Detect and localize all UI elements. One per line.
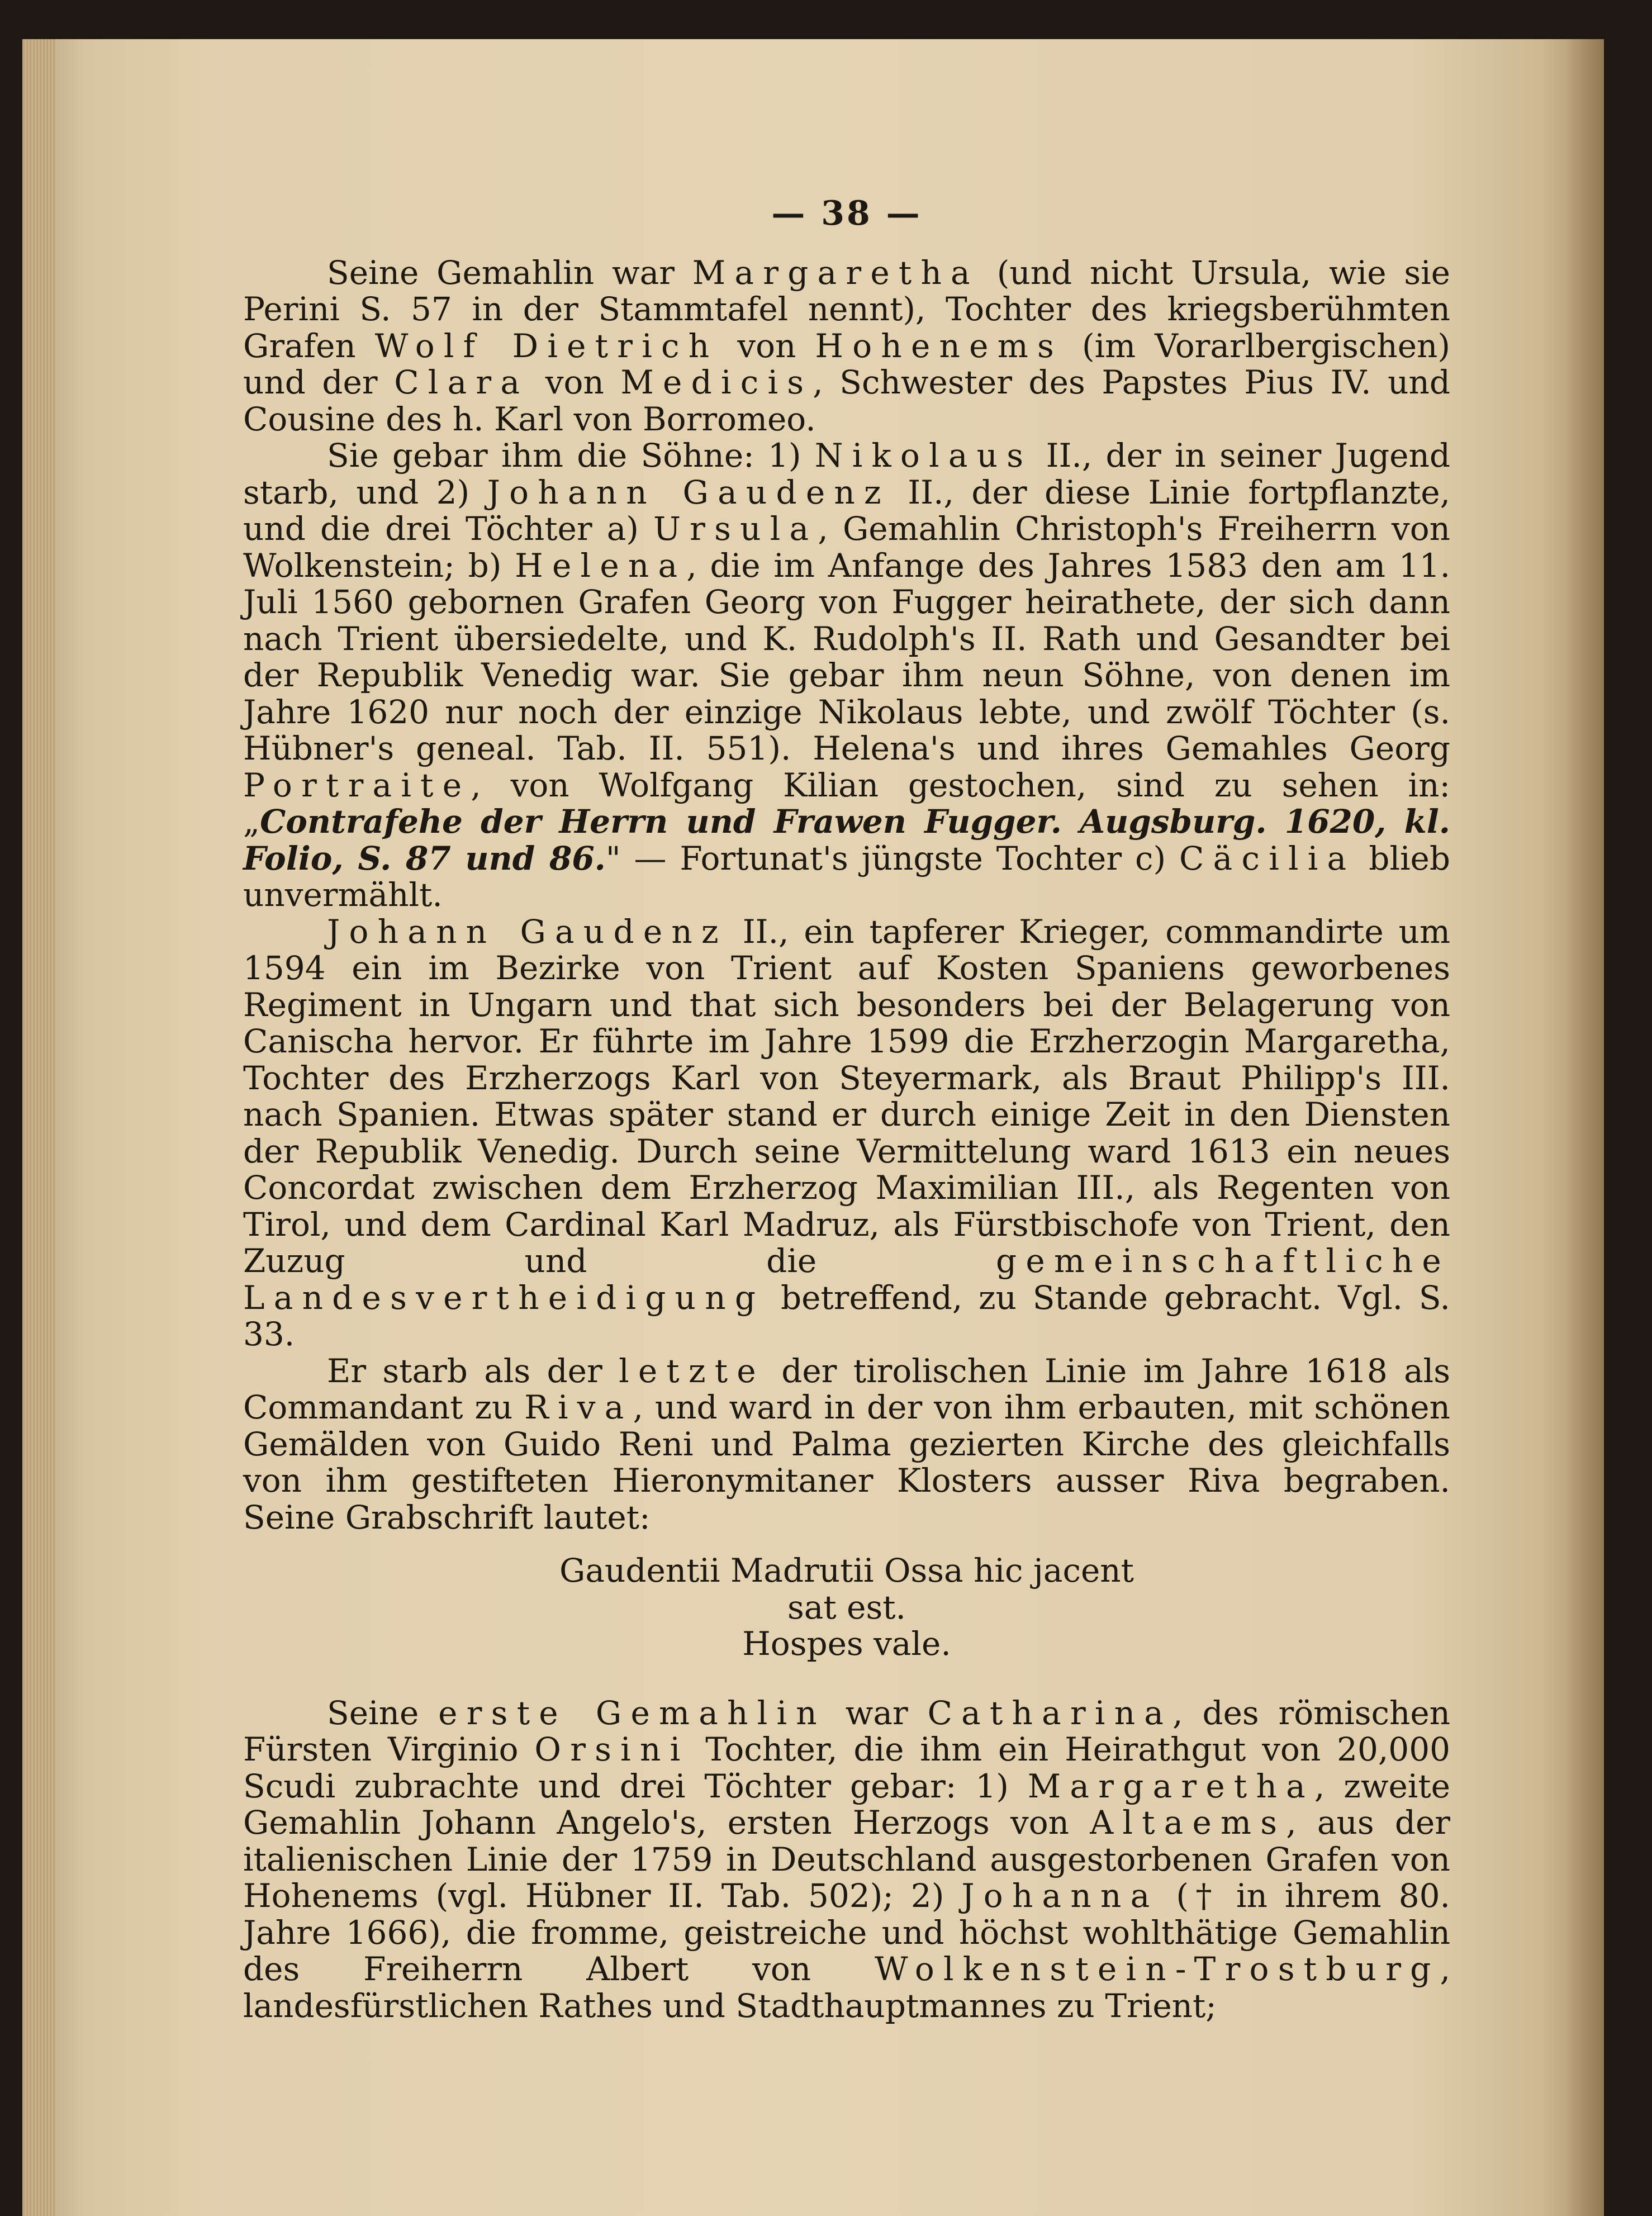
paragraph-1-run-9: Medicis	[620, 363, 813, 401]
paragraph-final-run-1: erste Gemahlin	[438, 1693, 826, 1732]
paragraph-1-run-1: Margaretha	[692, 253, 979, 292]
paragraph-4-run-4: , und ward in der von ihm erbauten, mit schönen Gemälden von Guido Reni und Palma gezierten Kirche des gleichfalls von ihm gestifteten Hieronymitaner Klosters ausser Riva begraben. Seine Grabschrift lautet:	[243, 1388, 1450, 1536]
paragraph-4	[243, 1353, 1450, 1536]
paragraph-2-run-2: II., der in seiner Jugend starb, und 2)	[243, 436, 1450, 511]
paragraph-2-run-10: , von Wolfgang Kilian gestochen, sind zu sehen in: „	[243, 766, 1450, 841]
paragraph-1-run-0: Seine Gemahlin war	[327, 253, 692, 292]
paragraph-final-run-3: Catharina	[927, 1693, 1173, 1732]
paragraph-final-run-12: († in ihrem 80. Jahre 1666), die fromme, geistreiche und höchst wohlthätige Gemahlin des Freiherrn Albert von	[243, 1877, 1450, 1988]
paragraph-final-run-5: Orsini	[534, 1730, 690, 1768]
paragraph-1-run-4: von	[718, 326, 815, 365]
paragraph-3	[243, 914, 1450, 1353]
paragraph-4-run-0: Er starb als der	[327, 1351, 619, 1390]
paragraph-2-run-9: Portraite	[243, 766, 471, 804]
paragraph-final-run-13: Wolkenstein-Trostburg	[874, 1950, 1440, 1988]
page-right-edge	[1565, 39, 1604, 2216]
paragraph-final-run-9: Altaems	[1090, 1804, 1287, 1842]
paragraph-1-run-5: Hohenems	[815, 326, 1063, 365]
paragraph-3-run-2: gemeinschaftliche Landesvertheidigung	[243, 1242, 1450, 1317]
paragraph-final-run-14: , landesfürstlichen Rathes und Stadthauptmannes zu Trient;	[243, 1950, 1450, 2025]
page-number: — 38 —	[771, 194, 922, 233]
epitaph	[243, 1553, 1450, 1663]
paragraph-4-run-1: letzte	[619, 1351, 765, 1390]
paragraph-final-run-8: , zweite Gemahlin Johann Angelo's, ersten Herzogs von	[243, 1767, 1450, 1842]
paragraph-final-run-4: , des römischen Fürsten Virginio	[243, 1693, 1450, 1768]
paragraph-2-run-3: Johann Gaudenz	[487, 473, 890, 511]
paragraph-2-run-0: Sie gebar ihm die Söhne: 1)	[327, 436, 815, 474]
paragraph-4-run-2: der tirolischen Linie im Jahre 1618 als Commandant zu	[243, 1351, 1450, 1426]
paragraph-final-run-7: Margaretha	[1027, 1767, 1314, 1805]
paragraph-2-run-1: Nikolaus	[814, 436, 1033, 474]
paragraph-2-run-4: II., der diese Linie fortpflanzte, und die drei Töchter a)	[243, 473, 1450, 548]
paragraph-2-run-14: blieb unvermählt.	[243, 839, 1450, 914]
paragraph-2-run-13: Cäcilia	[1179, 839, 1356, 877]
paragraph-4-run-3: Riva	[524, 1388, 633, 1426]
paragraph-1-run-3: Wolf Dietrich	[374, 326, 719, 365]
book-page	[22, 39, 1604, 2216]
paragraph-2-run-5: Ursula	[653, 510, 818, 548]
paragraph-2-run-12: " — Fortunat's jüngste Tochter c)	[605, 839, 1180, 877]
paragraph-1-run-2: (und nicht Ursula, wie sie Perini S. 57 in der Stammtafel nennt), Tochter des kriegsberühmten Grafen	[243, 253, 1450, 365]
paragraph-3-run-1: II., ein tapferer Krieger, commandirte um 1594 ein im Bezirke von Trient auf Kosten Spaniens geworbenes Regiment in Ungarn und that sich besonders bei der Belagerung von Canischa hervor. Er führte im Jahre 1599 die Erzherzogin Margaretha, Tochter des Erzherzogs Karl von Steyermark, als Braut Philipp's III. nach Spanien. Etwas später stand er durch einige Zeit in den Diensten der Republik Venedig. Durch seine Vermittelung ward 1613 ein neues Concordat zwischen dem Erzherzog Maximilian III., als Regenten von Tirol, und dem Cardinal Karl Madruz, als Fürstbischofe von Trient, den Zuzug und die	[243, 912, 1450, 1280]
page-gutter	[22, 39, 56, 2216]
paragraph-1-run-10: , Schwester des Papstes Pius IV. und Cousine des h. Karl von Borromeo.	[243, 363, 1450, 438]
paragraph-1-run-8: von	[529, 363, 621, 401]
paragraph-final	[243, 1695, 1450, 2025]
paragraph-final-run-6: Tochter, die ihm ein Heirathgut von 20,000 Scudi zubrachte und drei Töchter gebar: 1)	[243, 1730, 1450, 1805]
paragraph-3-run-3: betreffend, zu Stande gebracht. Vgl. S. 33.	[243, 1278, 1450, 1353]
epitaph-line-3: Hospes vale.	[742, 1625, 951, 1663]
paragraph-2-run-6: , Gemahlin Christoph's Freiherrn von Wolkenstein; b)	[243, 510, 1450, 585]
paragraph-1-run-6: (im Vorarlbergischen) und der	[243, 326, 1450, 401]
epitaph-line-2: sat est.	[787, 1588, 906, 1626]
epitaph-line-1: Gaudentii Madrutii Ossa hic jacent	[559, 1551, 1134, 1589]
paragraph-final-run-11: Johanna	[961, 1877, 1159, 1915]
paragraph-1-run-7: Clara	[394, 363, 529, 401]
paragraph-2	[243, 438, 1450, 914]
paragraph-final-run-10: , aus der italienischen Linie der 1759 in Deutschland ausgestorbenen Grafen von Hohenems (vgl. Hübner II. Tab. 502); 2)	[243, 1804, 1451, 1915]
paragraph-2-run-7: Helena	[515, 546, 687, 585]
paragraph-final-run-0: Seine	[327, 1693, 439, 1732]
paragraph-1	[243, 255, 1450, 438]
paragraph-final-run-2: war	[825, 1693, 928, 1732]
text-block	[243, 196, 1450, 2024]
paragraph-2-run-8: , die im Anfange des Jahres 1583 den am 11. Juli 1560 gebornen Grafen Georg von Fugger heirathete, der sich dann nach Trient übersiedelte, und K. Rudolph's II. Rath und Gesandter bei der Republik Venedig war. Sie gebar ihm neun Söhne, von denen im Jahre 1620 nur noch der einzige Nikolaus lebte, und zwölf Töchter (s. Hübner's geneal. Tab. II. 551). Helena's und ihres Gemahles Georg	[243, 546, 1451, 767]
paragraph-3-run-0: Johann Gaudenz	[327, 912, 728, 951]
paragraph-2-run-11: Contrafehe der Herrn und Frawen Fugger. Augsburg. 1620, kl. Folio, S. 87 und 86.	[243, 803, 1450, 877]
